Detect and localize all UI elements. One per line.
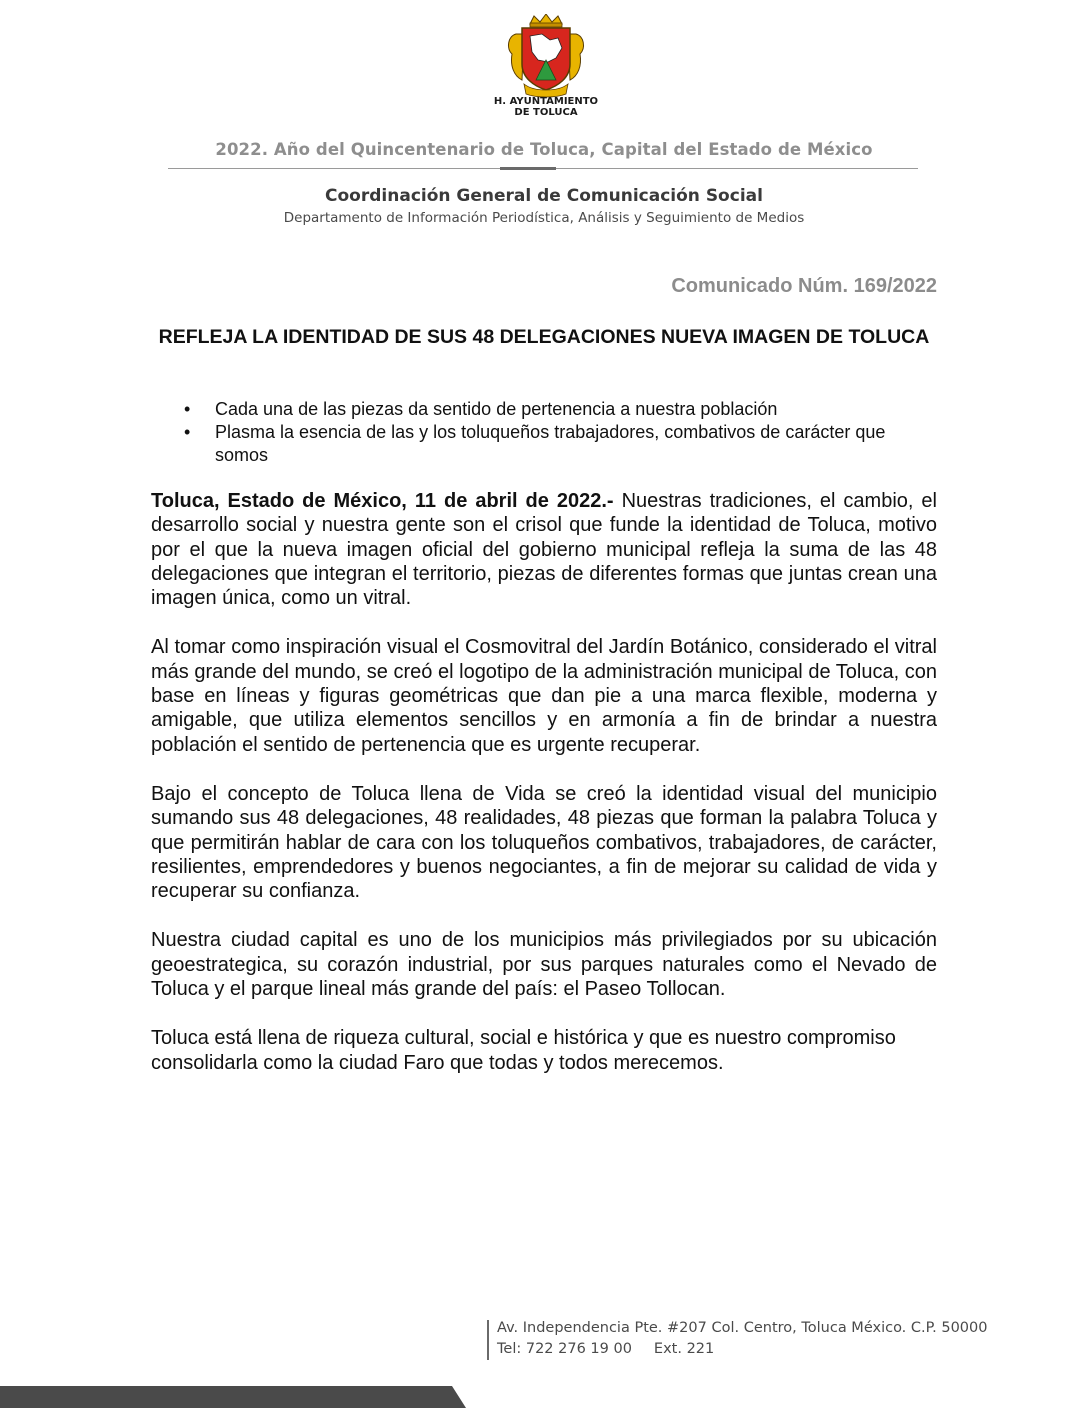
summary-bullet-text: Cada una de las piezas da sentido de pertenencia a nuestra población [215,399,778,419]
body-paragraph-text: Nuestras tradiciones, el cambio, el desarrollo social y nuestra gente son el crisol que funde la identidad de Toluca, motivo por el que la nueva imagen oficial del gobierno municipal refleja la suma de las 48 delegaciones que integran el territorio, piezas de diferentes formas que juntas crean una imagen única, como un vitral. [151,490,937,610]
release-body [151,489,937,1100]
bottom-decorative-band [0,1384,1088,1408]
year-banner: 2022. Año del Quincentenario de Toluca, Capital del Estado de México [215,140,873,159]
release-number: Comunicado Núm. 169/2022 [671,275,937,297]
body-paragraph: Bajo el concepto de Toluca llena de Vida se creó la identidad visual del municipio sumando sus 48 delegaciones, 48 realidades, 48 piezas que forman la palabra Toluca y que permitirán hablar de cara con los toluqueños combativos, trabajadores, de carácter, resilientes, emprendedores y buenos negociantes, a fin de mejorar su calidad de vida y recuperar su confianza. [151,782,937,903]
bullet-dot-icon: • [184,422,191,442]
release-headline: REFLEJA LA IDENTIDAD DE SUS 48 DELEGACIONES NUEVA IMAGEN DE TOLUCA [158,326,930,348]
footer-phone: Tel: 722 276 19 00 [497,1341,632,1357]
logo-title [470,96,622,118]
body-paragraph: Nuestra ciudad capital es uno de los municipios más privilegiados por su ubicación geoestrategica, su corazón industrial, por sus parques naturales como el Nevado de Toluca y el parque lineal más grande del país: el Paseo Tollocan. [151,929,937,1001]
body-paragraph [151,489,937,610]
body-paragraph: Al tomar como inspiración visual el Cosmovitral del Jardín Botánico, considerado el vitral más grande del mundo, se creó el logotipo de la administración municipal de Toluca, con base en líneas y figuras geométricas que dan pie a una marca flexible, moderna y amigable, que utiliza elementos sencillos y en armonía a fin de brindar a nuestra población el sentido de pertenencia que es urgente recuperar. [151,636,937,756]
logo-text-line2: DE TOLUCA [514,107,578,118]
bullet-dot-icon: • [184,399,191,419]
footer-contact [497,1341,714,1357]
coordination-heading: Coordinación General de Comunicación Social [325,186,763,206]
logo-text-line1: H. AYUNTAMIENTO [493,96,599,107]
banner-divider-accent [500,167,556,170]
footer-extension: Ext. 221 [653,1341,715,1357]
summary-bullets [184,398,924,467]
body-paragraph: Toluca está llena de riqueza cultural, social e histórica y que es nuestro compromiso consolidarla como la ciudad Faro que todas y todos merecemos. [151,1027,896,1074]
summary-bullet-text: Plasma la esencia de las y los toluqueños trabajadores, combativos de carácter que somos [215,422,886,465]
summary-bullet [184,398,924,421]
summary-bullet [184,421,924,467]
department-subheading: Departamento de Información Periodística, Análisis y Seguimiento de Medios [283,210,805,226]
footer-divider [487,1320,489,1360]
dateline: Toluca, Estado de México, 11 de abril de 2022.- [151,490,614,512]
footer-address: Av. Independencia Pte. #207 Col. Centro, Toluca México. C.P. 50000 [497,1320,988,1336]
